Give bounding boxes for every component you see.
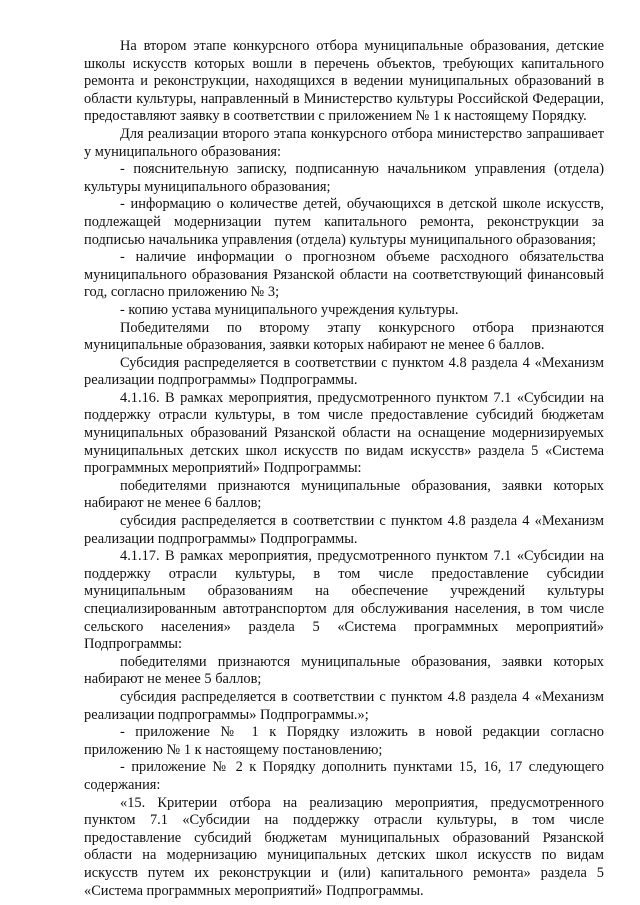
paragraph-4-1-16: 4.1.16. В рамках мероприятия, предусмотренного пунктом 7.1 «Субсидии на поддержку отрасли культуры, в том числе предоставление субсидий бюджетам муниципальных образований Рязанской области на оснащение модернизируемых муниципальных детских школ искусств по видам искусств» раздела 5 «Система программных мероприятий» Подпрограммы: xyxy=(84,389,604,477)
list-item-appendix-1: - приложение № 1 к Порядку изложить в новой редакции согласно приложению № 1 к настоящему постановлению; xyxy=(84,724,604,758)
paragraph-4-1-17-winners: победителями признаются муниципальные образования, заявки которых набирают не менее 5 баллов; xyxy=(84,653,604,688)
list-item-appendix-2: - приложение № 2 к Порядку дополнить пунктами 15, 16, 17 следующего содержания: xyxy=(84,759,604,793)
list-item-children-count: - информацию о количестве детей, обучающихся в детской школе искусств, подлежащей модернизации путем капитального ремонта, реконструкции за подписью начальника управления (отдела) культуры муниципального образования; xyxy=(84,196,604,248)
list-item-explanatory-note: - пояснительную записку, подписанную начальником управления (отдела) культуры муниципального образования; xyxy=(84,161,604,195)
paragraph-subsidy-distribution: Субсидия распределяется в соответствии с пунктом 4.8 раздела 4 «Механизм реализации подпрограммы» Подпрограммы. xyxy=(84,354,604,389)
paragraph-4-1-16-subsidy: субсидия распределяется в соответствии с пунктом 4.8 раздела 4 «Механизм реализации подпрограммы» Подпрограммы. xyxy=(84,513,604,547)
list-item-expenditure-forecast: - наличие информации о прогнозном объеме расходного обязательства муниципального образования Рязанской области на соответствующий финансовый год, согласно приложению № 3; xyxy=(84,249,604,301)
paragraph-4-1-16-winners: победителями признаются муниципальные образования, заявки которых набирают не менее 6 баллов; xyxy=(84,477,604,512)
document-page xyxy=(84,38,604,900)
paragraph-4-1-17: 4.1.17. В рамках мероприятия, предусмотренного пунктом 7.1 «Субсидии на поддержку отрасли культуры, в том числе предоставление субсидии муниципальным образованиям на обеспечение учреждений культуры специализированным автотранспортом для обслуживания населения, в том числе сельского населения» раздела 5 «Система программных мероприятий» Подпрограммы: xyxy=(84,548,604,653)
paragraph-criteria-15: «15. Критерии отбора на реализацию мероприятия, предусмотренного пунктом 7.1 «Субсидии на поддержку отрасли культуры, в том числе предоставление субсидий бюджетам муниципальных образований Рязанской области на модернизацию муниципальных детских школ искусств по видам искусств путем их реконструкции и (или) капитального ремонта» раздела 5 «Система программных мероприятий» Подпрограммы. xyxy=(84,794,604,899)
list-item-charter-copy: - копию устава муниципального учреждения культуры. xyxy=(120,301,459,318)
paragraph-winners-6-points: Победителями по второму этапу конкурсного отбора признаются муниципальные образования, заявки которых набирают не менее 6 баллов. xyxy=(84,319,604,354)
paragraph-ministry-requests: Для реализации второго этапа конкурсного отбора министерство запрашивает у муниципального образования: xyxy=(84,125,604,160)
paragraph-second-stage-intro: На втором этапе конкурсного отбора муниципальные образования, детские школы искусств которых вошли в перечень объектов, требующих капитального ремонта и реконструкции, находящихся в ведении муниципальных образований в области культуры, направленный в Министерство культуры Российской Федерации, предоставляют заявку в соответствии с приложением № 1 к настоящему Порядку. xyxy=(84,38,604,125)
paragraph-4-1-17-subsidy: субсидия распределяется в соответствии с пунктом 4.8 раздела 4 «Механизм реализации подпрограммы» Подпрограммы.»; xyxy=(84,688,604,723)
